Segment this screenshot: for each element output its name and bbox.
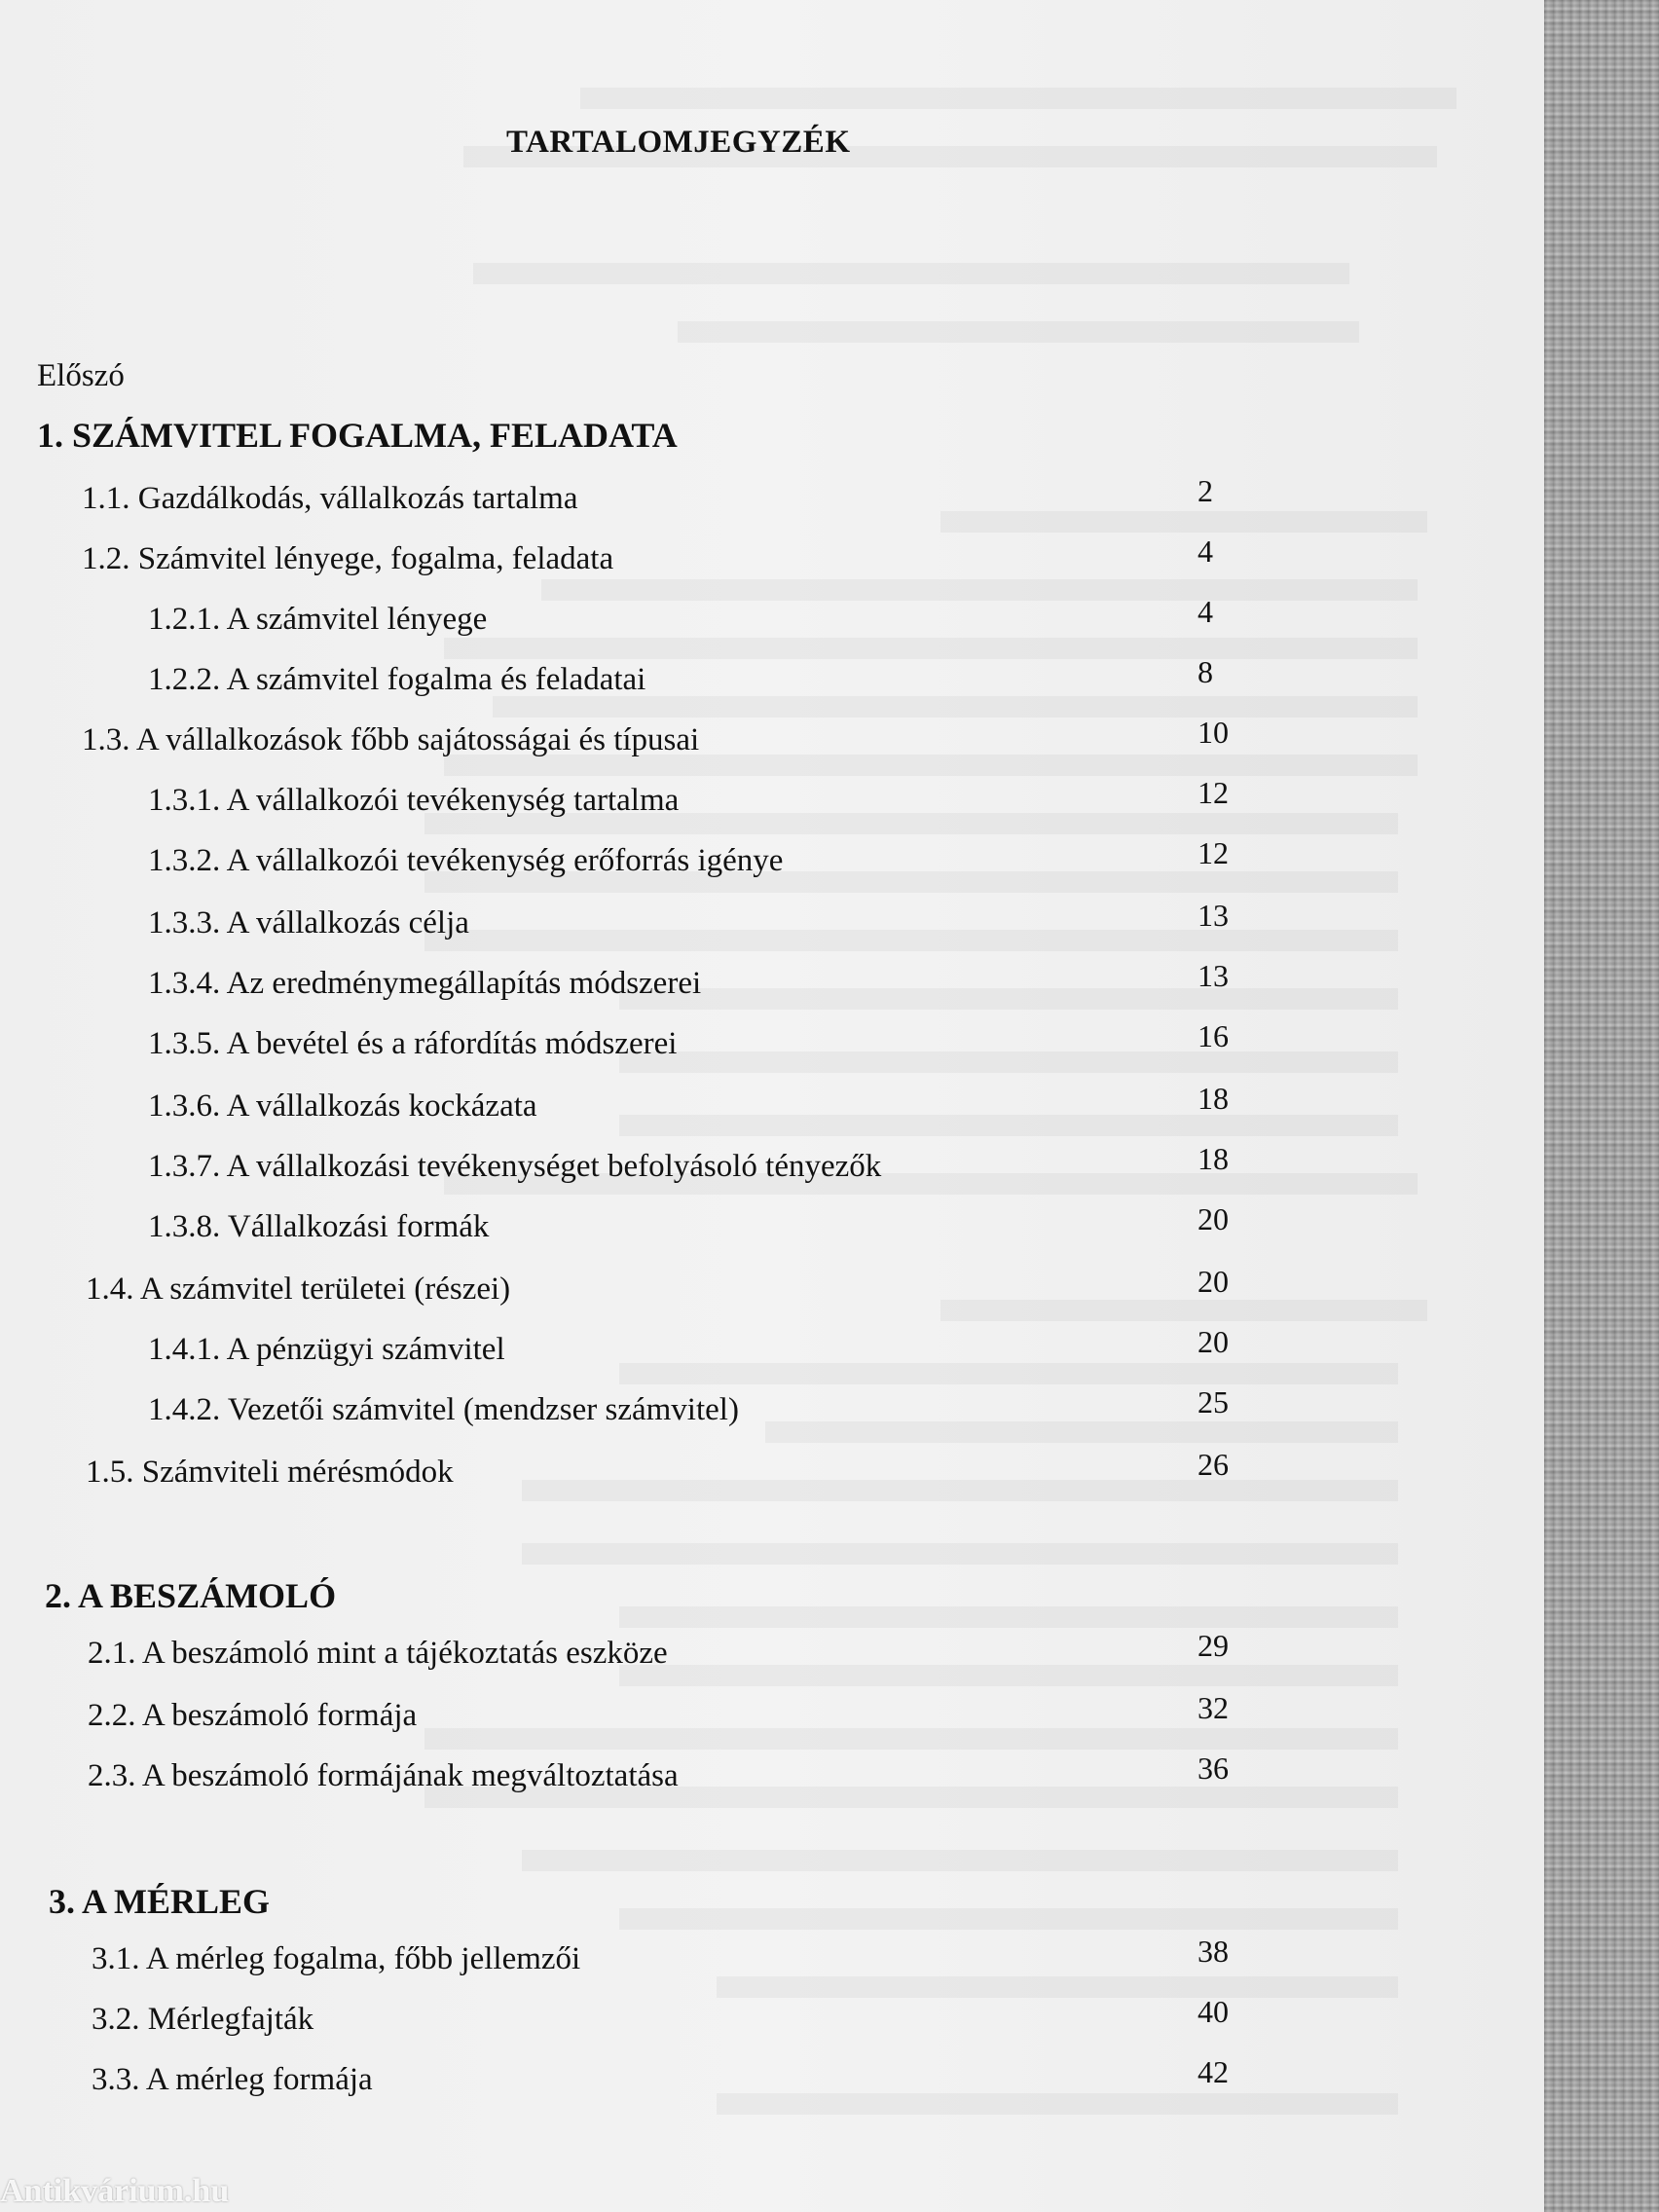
toc-page-number: 18 (1198, 1081, 1229, 1116)
toc-page-number: 38 (1198, 1934, 1229, 1969)
page-title: TARTALOMJEGYZÉK (506, 125, 851, 160)
toc-entry: 1.3.6. A vállalkozás kockázata (148, 1088, 537, 1124)
toc-chapter: 2. A BESZÁMOLÓ (45, 1576, 337, 1615)
toc-chapter: 3. A MÉRLEG (49, 1882, 271, 1921)
toc-page-number: 25 (1198, 1384, 1229, 1419)
toc-entry: 1.3. A vállalkozások főbb sajátosságai és típusai (82, 722, 700, 757)
toc-page-number: 29 (1198, 1628, 1229, 1663)
toc-entry: 1.3.2. A vállalkozói tevékenység erőforrás igénye (148, 843, 784, 878)
toc-entry: 1.2.2. A számvitel fogalma és feladatai (148, 662, 646, 697)
page-edge-stack (1544, 0, 1659, 2212)
watermark: Antikvárium.hu (0, 2173, 230, 2209)
toc-entry: 3.1. A mérleg fogalma, főbb jellemzői (92, 1941, 581, 1976)
toc-page-number: 2 (1198, 473, 1213, 508)
toc-page-number: 36 (1198, 1751, 1229, 1786)
toc-page-number: 20 (1198, 1324, 1229, 1359)
toc-page-number: 13 (1198, 958, 1229, 993)
toc-entry: 2.2. A beszámoló formája (88, 1698, 418, 1733)
toc-entry: 1.3.8. Vállalkozási formák (148, 1209, 490, 1244)
toc-entry: 1.3.1. A vállalkozói tevékenység tartalma (148, 783, 680, 818)
toc-page-number: 4 (1198, 594, 1213, 629)
toc-entry: 1.3.4. Az eredménymegállapítás módszerei (148, 966, 702, 1001)
toc-page-number: 12 (1198, 775, 1229, 810)
toc-entry: 2.3. A beszámoló formájának megváltoztatása (88, 1758, 679, 1793)
toc-entry: 3.2. Mérlegfajták (92, 2002, 314, 2037)
toc-entry: 1.3.3. A vállalkozás célja (148, 905, 469, 940)
toc-entry: 1.2. Számvitel lényege, fogalma, feladata (82, 541, 614, 576)
toc-page-number: 40 (1198, 1994, 1229, 2029)
toc-page-number: 10 (1198, 715, 1229, 750)
toc-entry: 1.2.1. A számvitel lényege (148, 602, 488, 637)
toc-page-number: 4 (1198, 534, 1213, 569)
toc-entry: 1.5. Számviteli mérésmódok (86, 1455, 454, 1490)
toc-entry: 1.3.5. A bevétel és a ráfordítás módszerei (148, 1026, 678, 1061)
toc-page-number: 32 (1198, 1690, 1229, 1725)
toc-page-number: 13 (1198, 898, 1229, 933)
toc-chapter: 1. SZÁMVITEL FOGALMA, FELADATA (37, 416, 678, 455)
toc-page-number: 12 (1198, 835, 1229, 870)
toc-page-number: 8 (1198, 654, 1213, 689)
toc-entry: 1.1. Gazdálkodás, vállalkozás tartalma (82, 481, 578, 516)
toc-page-number: 42 (1198, 2054, 1229, 2089)
toc-entry: Előszó (37, 358, 125, 393)
toc-entry: 1.4.1. A pénzügyi számvitel (148, 1332, 505, 1367)
toc-page-number: 20 (1198, 1201, 1229, 1236)
toc-entry: 1.4. A számvitel területei (részei) (86, 1272, 511, 1307)
toc-page-number: 20 (1198, 1264, 1229, 1299)
toc-entry: 1.4.2. Vezetői számvitel (mendzser számvitel) (148, 1392, 739, 1427)
toc-entry: 3.3. A mérleg formája (92, 2062, 373, 2097)
toc-entry: 1.3.7. A vállalkozási tevékenységet befolyásoló tényezők (148, 1149, 882, 1184)
toc-page-number: 26 (1198, 1447, 1229, 1482)
toc-entry: 2.1. A beszámoló mint a tájékoztatás eszköze (88, 1636, 668, 1671)
toc-page-number: 16 (1198, 1018, 1229, 1053)
toc-page-number: 18 (1198, 1141, 1229, 1176)
